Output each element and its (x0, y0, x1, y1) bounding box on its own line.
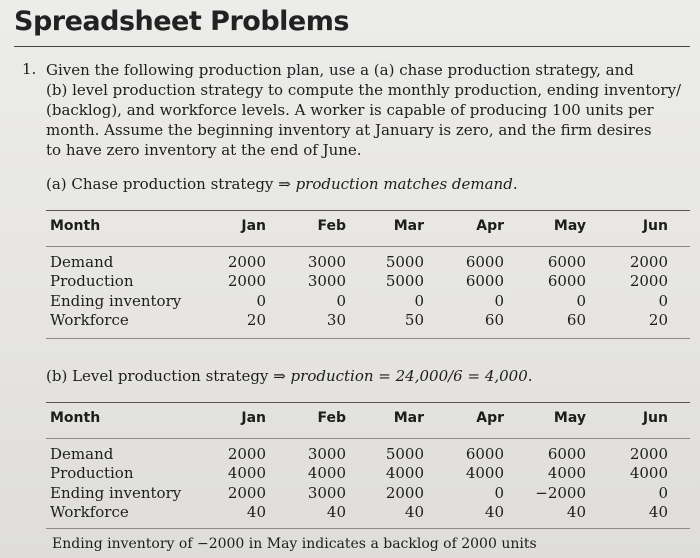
section-title: Spreadsheet Problems (14, 6, 349, 37)
part-b-label: (b) Level production strategy (46, 367, 269, 385)
month-header: Month (50, 218, 101, 234)
table-cell: 50 (404, 311, 424, 329)
header-rule (46, 438, 690, 439)
table-cell: 40 (648, 503, 668, 521)
table-cell: 40 (484, 503, 504, 521)
table-cell: 6000 (465, 272, 504, 290)
table-cell: 60 (484, 311, 504, 329)
problem-line: (backlog), and workforce levels. A worker is capable of producing 100 units per (46, 101, 654, 119)
month-header-feb: Feb (317, 218, 346, 234)
month-header-mar: Mar (393, 410, 424, 426)
table-cell: 3000 (307, 253, 346, 271)
table-cell: 5000 (385, 253, 424, 271)
month-header-jun: Jun (642, 218, 668, 234)
part-b-heading (46, 367, 533, 385)
table-cell: 2000 (385, 484, 424, 502)
table-top-rule (46, 210, 690, 211)
month-header-apr: Apr (476, 218, 504, 234)
month-header: Month (50, 410, 101, 426)
row-label: Demand (50, 253, 114, 271)
title-divider (14, 46, 690, 47)
implies-arrow-icon: ⇒ (278, 175, 291, 193)
table-cell: 4000 (629, 464, 668, 482)
problem-line: month. Assume the beginning inventory at January is zero, and the firm desires (46, 121, 652, 139)
table-cell: 0 (576, 292, 586, 310)
table-cell: 0 (414, 292, 424, 310)
part-b-description: production = 24,000/6 = 4,000. (290, 367, 533, 385)
table-bottom-rule (46, 338, 690, 339)
table-cell: 30 (326, 311, 346, 329)
part-a-label: (a) Chase production strategy (46, 175, 274, 193)
month-header-apr: Apr (476, 410, 504, 426)
part-a-heading (46, 175, 518, 193)
chase-strategy-table (46, 210, 690, 342)
table-cell: 2000 (629, 272, 668, 290)
table-cell: 6000 (465, 253, 504, 271)
table-cell: 40 (326, 503, 346, 521)
table-cell: 6000 (547, 253, 586, 271)
table-bottom-rule (46, 528, 690, 529)
table-cell: 0 (494, 484, 504, 502)
table-cell: 4000 (547, 464, 586, 482)
table-cell: 40 (566, 503, 586, 521)
table-cell: 40 (246, 503, 266, 521)
table-cell: 4000 (307, 464, 346, 482)
table-cell: 6000 (465, 445, 504, 463)
table-cell: 4000 (385, 464, 424, 482)
table-cell: 6000 (547, 272, 586, 290)
table-cell: 2000 (227, 445, 266, 463)
row-label: Ending inventory (50, 292, 182, 310)
problem-line: (b) level production strategy to compute the monthly production, ending inventory/ (46, 81, 682, 99)
row-label: Production (50, 464, 134, 482)
table-top-rule (46, 402, 690, 403)
table-cell: 5000 (385, 272, 424, 290)
row-label: Production (50, 272, 134, 290)
table-cell: 3000 (307, 445, 346, 463)
table-cell: 4000 (465, 464, 504, 482)
table-cell: 40 (404, 503, 424, 521)
table-cell: 0 (658, 484, 668, 502)
problem-statement (46, 60, 686, 160)
table-cell: 4000 (227, 464, 266, 482)
table-cell: 2000 (629, 445, 668, 463)
problem-line: Given the following production plan, use a (a) chase production strategy, and (46, 61, 634, 79)
table-cell: 2000 (227, 484, 266, 502)
problem-number: 1. (22, 60, 37, 78)
month-header-may: May (553, 218, 586, 234)
table-cell: 0 (658, 292, 668, 310)
row-label: Workforce (50, 311, 129, 329)
problem-line: to have zero inventory at the end of June. (46, 141, 362, 159)
month-header-may: May (553, 410, 586, 426)
table-cell: −2000 (535, 484, 586, 502)
table-cell: 20 (648, 311, 668, 329)
table-cell: 2000 (629, 253, 668, 271)
part-a-description: production matches demand. (295, 175, 518, 193)
table-cell: 3000 (307, 484, 346, 502)
table-cell: 2000 (227, 253, 266, 271)
table-cell: 0 (494, 292, 504, 310)
header-rule (46, 246, 690, 247)
table-cell: 6000 (547, 445, 586, 463)
row-label: Demand (50, 445, 114, 463)
table-cell: 3000 (307, 272, 346, 290)
month-header-jan: Jan (241, 218, 266, 234)
row-label: Workforce (50, 503, 129, 521)
table-cell: 5000 (385, 445, 424, 463)
table-cell: 2000 (227, 272, 266, 290)
implies-arrow-icon: ⇒ (273, 367, 286, 385)
footnote: Ending inventory of −2000 in May indicates a backlog of 2000 units (52, 536, 537, 552)
table-cell: 0 (336, 292, 346, 310)
month-header-jan: Jan (241, 410, 266, 426)
table-cell: 20 (246, 311, 266, 329)
row-label: Ending inventory (50, 484, 182, 502)
table-cell: 60 (566, 311, 586, 329)
month-header-mar: Mar (393, 218, 424, 234)
month-header-jun: Jun (642, 410, 668, 426)
month-header-feb: Feb (317, 410, 346, 426)
level-strategy-table (46, 402, 690, 530)
table-cell: 0 (256, 292, 266, 310)
